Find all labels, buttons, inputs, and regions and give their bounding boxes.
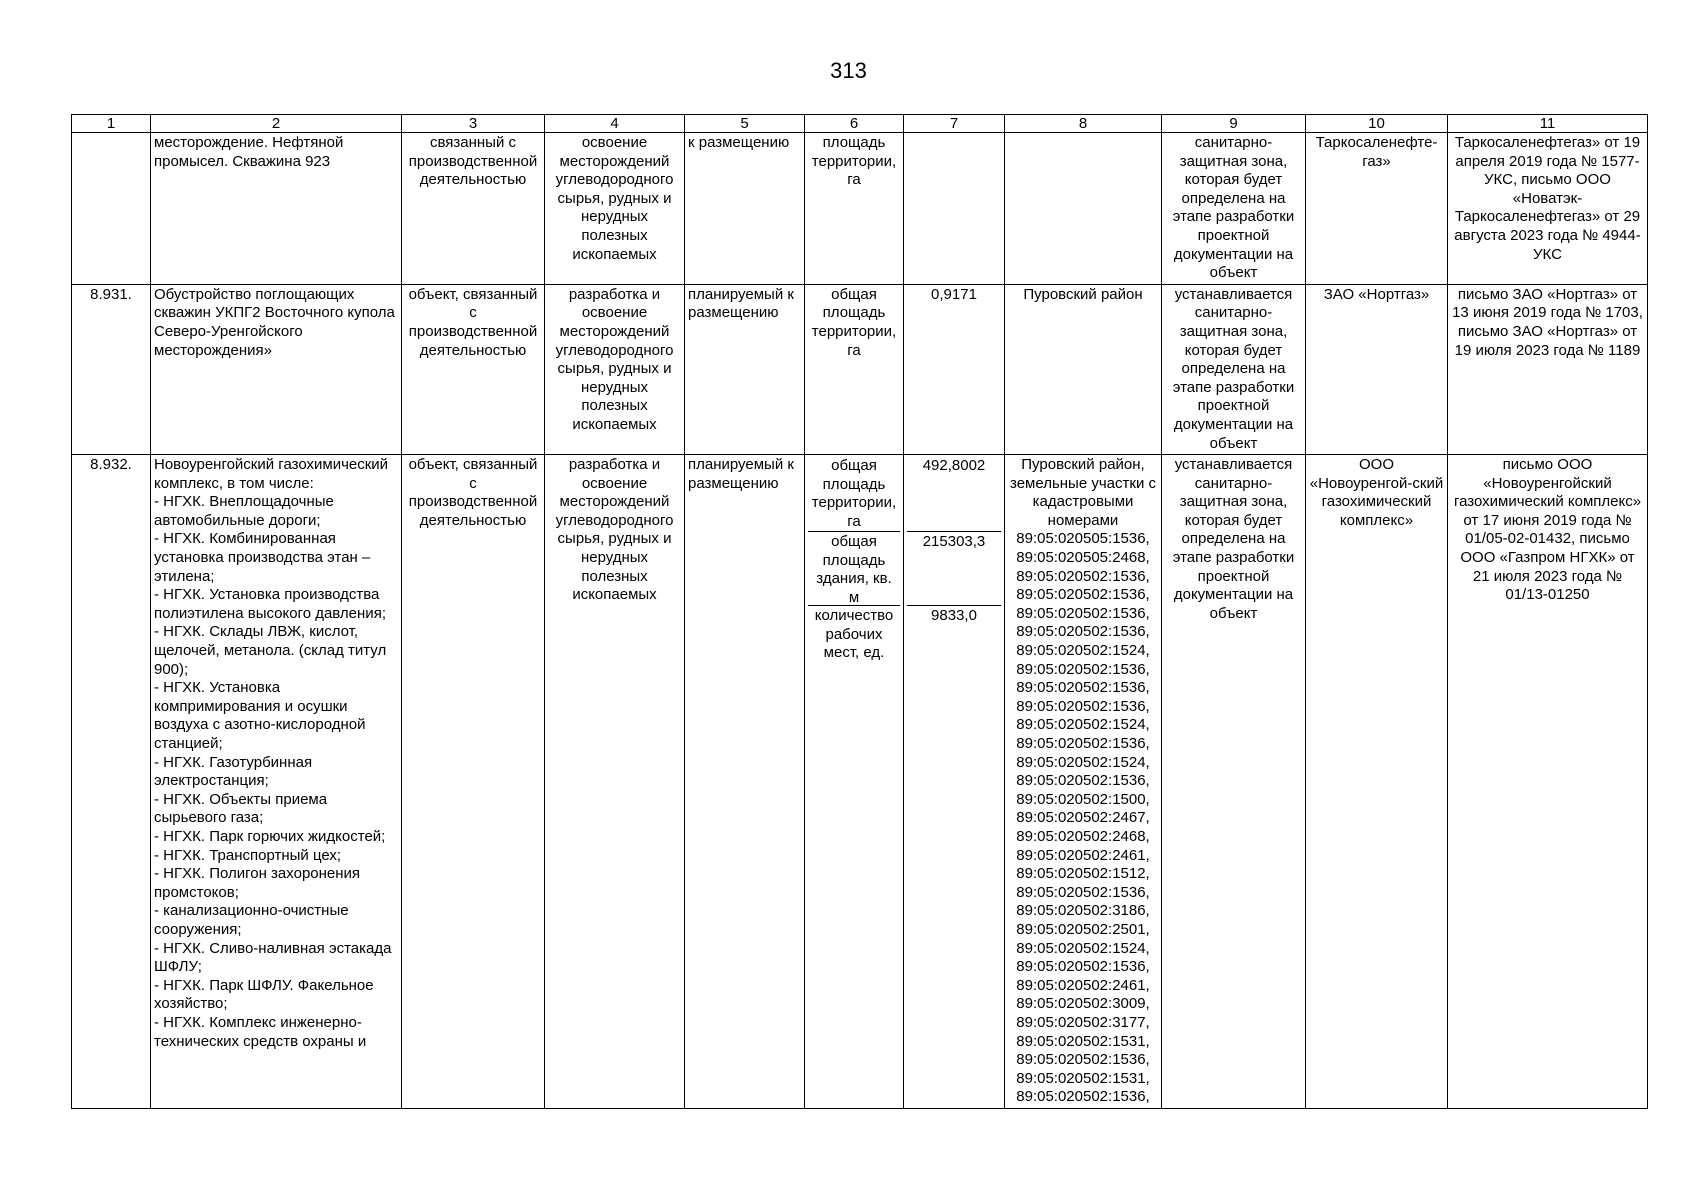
cadastral-number: 89:05:020502:3186, <box>1016 902 1150 920</box>
cadastral-number: 89:05:020505:2468, <box>1016 549 1150 567</box>
basis-document: письмо ООО «Новоуренгойский газохимический комплекс» от 17 июня 2019 года № 01/05-02-01432, письмо ООО «Газпром НГХК» от 21 июля 2023 года № 01/13-01250 <box>1448 455 1648 1109</box>
column-header: 7 <box>904 115 1005 133</box>
object-name: Обустройство поглощающих скважин УКПГ2 Восточного купола Северо-Уренгойского месторождения» <box>151 284 402 454</box>
cadastral-number: 89:05:020502:1524, <box>1016 642 1150 660</box>
location-intro: Пуровский район, земельные участки с кадастровыми номерами <box>1010 456 1156 529</box>
row-number: 8.932. <box>72 455 151 1109</box>
column-header: 4 <box>545 115 685 133</box>
characteristic-label: площадь территории, га <box>805 133 904 285</box>
cadastral-number: 89:05:020502:1536, <box>1016 567 1150 585</box>
cadastral-list <box>1008 530 1158 1106</box>
object-owner: Таркосаленефте-газ» <box>1306 133 1448 285</box>
object-name: месторождение. Нефтяной промысел. Скважина 923 <box>151 133 402 285</box>
object-owner: ООО «Новоуренгой-ский газохимический комплекс» <box>1306 455 1448 1109</box>
object-location <box>1005 133 1162 285</box>
cadastral-number: 89:05:020502:1512, <box>1016 865 1150 883</box>
cadastral-number: 89:05:020502:1531, <box>1016 1032 1150 1050</box>
cadastral-number: 89:05:020502:1536, <box>1016 586 1150 604</box>
object-status: планируемый к размещению <box>685 455 805 1109</box>
cadastral-number: 89:05:020502:2461, <box>1016 846 1150 864</box>
cadastral-number: 89:05:020502:2501, <box>1016 920 1150 938</box>
page-number: 313 <box>830 58 867 83</box>
column-header: 10 <box>1306 115 1448 133</box>
protection-zone: устанавливается санитарно-защитная зона, которая будет определена на этапе разработки проектной документации на объект <box>1162 455 1306 1109</box>
cadastral-number: 89:05:020502:1536, <box>1016 883 1150 901</box>
object-purpose: разработка и освоение месторождений углеводородного сырья, рудных и нерудных полезных ископаемых <box>545 455 685 1109</box>
cadastral-number: 89:05:020502:1536, <box>1016 697 1150 715</box>
object-status: планируемый к размещению <box>685 284 805 454</box>
cadastral-number: 89:05:020502:1536, <box>1016 604 1150 622</box>
cadastral-number: 89:05:020502:1524, <box>1016 716 1150 734</box>
cadastral-number: 89:05:020502:1536, <box>1016 958 1150 976</box>
column-header: 1 <box>72 115 151 133</box>
characteristic-label: общая площадь территории, га <box>805 284 904 454</box>
characteristic-value: 215303,3 <box>907 531 1001 605</box>
characteristic-value <box>904 133 1005 285</box>
characteristic-values <box>904 455 1005 1109</box>
cadastral-number: 89:05:020502:1531, <box>1016 1069 1150 1087</box>
cadastral-number: 89:05:020502:1524, <box>1016 753 1150 771</box>
characteristic-value: 9833,0 <box>907 605 1001 1075</box>
characteristic-label: общая площадь здания, кв. м <box>808 531 900 605</box>
characteristic-value: 0,9171 <box>904 284 1005 454</box>
register-table <box>71 114 1648 1109</box>
characteristic-label: общая площадь территории, га <box>811 457 897 530</box>
cadastral-number: 89:05:020502:2467, <box>1016 809 1150 827</box>
object-type: объект, связанный с производственной деятельностью <box>402 455 545 1109</box>
cadastral-number: 89:05:020502:1536, <box>1016 735 1150 752</box>
cadastral-number: 89:05:020502:1536, <box>1016 623 1150 641</box>
cadastral-number: 89:05:020502:3177, <box>1016 1013 1150 1031</box>
protection-zone: санитарно-защитная зона, которая будет определена на этапе разработки проектной документации на объект <box>1162 133 1306 285</box>
cadastral-number: 89:05:020502:2468, <box>1016 827 1150 845</box>
object-name: Новоуренгойский газохимический комплекс, в том числе: - НГХК. Внеплощадочные автомобильные дороги; - НГХК. Комбинированная установка производства этан – этилена; - НГХК. Установка производства полиэтилена высокого давления; - НГХК. Склады ЛВЖ, кислот, щелочей, метанола. (склад титул 900); - НГХК. Установка компримирования и осушки воздуха с азотно-кислородной станцией; - НГХК. Газотурбинная электростанция; - НГХК. Объекты приема сырьевого газа; - НГХК. Парк горючих жидкостей; - НГХК. Транспортный цех; - НГХК. Полигон захоронения промстоков; - канализационно-очистные сооружения; - НГХК. Сливо-наливная эстакада ШФЛУ; - НГХК. Парк ШФЛУ. Факельное хозяйство; - НГХК. Комплекс инженерно-технических средств охраны и <box>151 455 402 1109</box>
column-header: 2 <box>151 115 402 133</box>
column-header: 6 <box>805 115 904 133</box>
cadastral-number: 89:05:020502:1536, <box>1016 660 1150 678</box>
cadastral-number: 89:05:020502:1536, <box>1016 772 1150 790</box>
protection-zone: устанавливается санитарно-защитная зона, которая будет определена на этапе разработки проектной документации на объект <box>1162 284 1306 454</box>
basis-document: письмо ЗАО «Нортгаз» от 13 июня 2019 года № 1703, письмо ЗАО «Нортгаз» от 19 июля 2023 года № 1189 <box>1448 284 1648 454</box>
table-row <box>72 133 1648 285</box>
cadastral-number: 89:05:020502:1536, <box>1016 1051 1150 1069</box>
column-header: 8 <box>1005 115 1162 133</box>
object-purpose: освоение месторождений углеводородного сырья, рудных и нерудных полезных ископаемых <box>545 133 685 285</box>
cadastral-number: 89:05:020502:3009, <box>1016 995 1150 1013</box>
cadastral-number: 89:05:020502:1536, <box>1016 1088 1150 1106</box>
object-purpose: разработка и освоение месторождений углеводородного сырья, рудных и нерудных полезных ископаемых <box>545 284 685 454</box>
characteristic-label: количество рабочих мест, ед. <box>808 605 900 1075</box>
column-header: 9 <box>1162 115 1306 133</box>
column-number-row <box>72 115 1648 133</box>
column-header: 3 <box>402 115 545 133</box>
cadastral-number: 89:05:020502:1500, <box>1016 790 1150 808</box>
object-location: Пуровский район <box>1005 284 1162 454</box>
row-number <box>72 133 151 285</box>
table-row <box>72 284 1648 454</box>
column-header: 11 <box>1448 115 1648 133</box>
cadastral-number: 89:05:020505:1536, <box>1016 530 1150 548</box>
table-row <box>72 455 1648 1109</box>
object-type: объект, связанный с производственной деятельностью <box>402 284 545 454</box>
cadastral-number: 89:05:020502:1536, <box>1016 679 1150 697</box>
cadastral-number: 89:05:020502:2461, <box>1016 976 1150 994</box>
characteristic-value: 492,8002 <box>922 457 986 475</box>
characteristic-labels <box>805 455 904 1109</box>
object-type: связанный с производственной деятельностью <box>402 133 545 285</box>
basis-document: Таркосаленефтегаз» от 19 апреля 2019 года № 1577-УКС, письмо ООО «Новатэк-Таркосаленефтегаз» от 29 августа 2023 года № 4944-УКС <box>1448 133 1648 285</box>
cadastral-number: 89:05:020502:1524, <box>1016 939 1150 957</box>
object-owner: ЗАО «Нортгаз» <box>1306 284 1448 454</box>
object-status: к размещению <box>685 133 805 285</box>
column-header: 5 <box>685 115 805 133</box>
row-number: 8.931. <box>72 284 151 454</box>
object-location <box>1005 455 1162 1109</box>
